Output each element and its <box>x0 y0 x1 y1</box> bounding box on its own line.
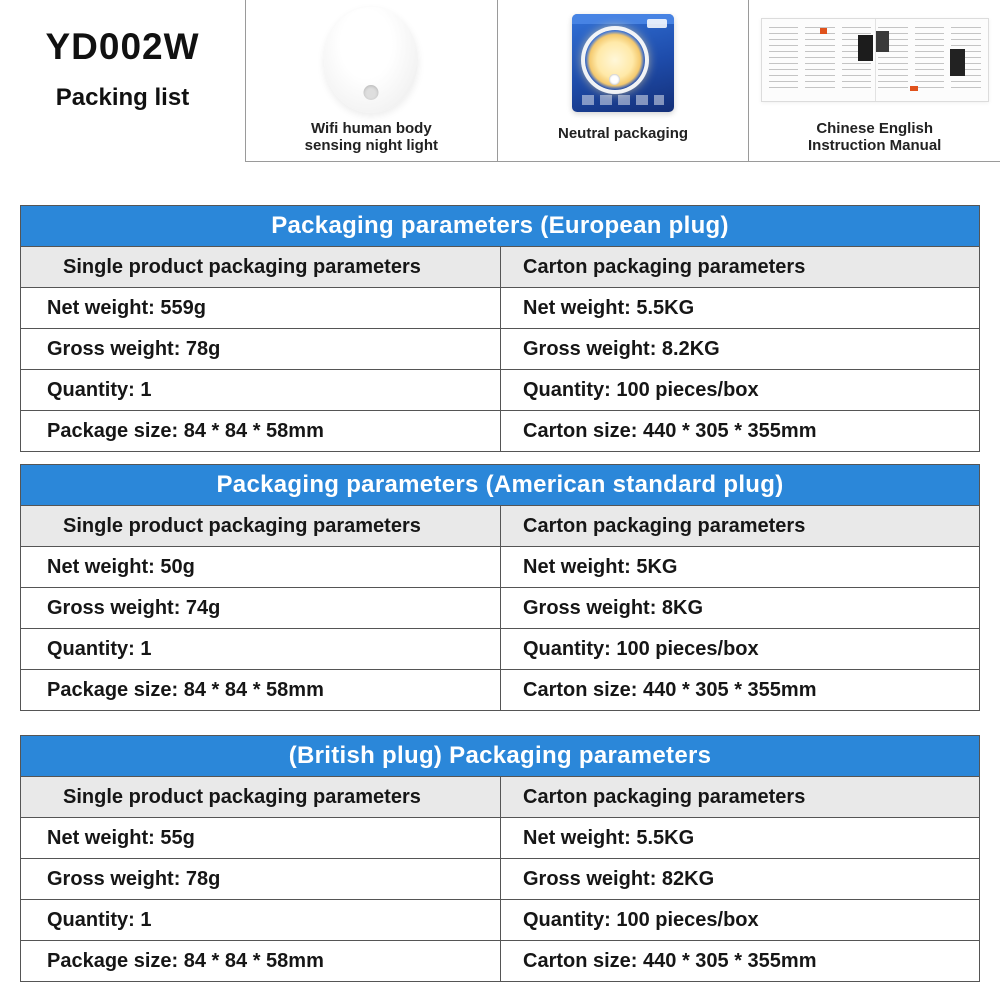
cell-carton-size: Carton size: 440 * 305 * 355mm <box>523 949 817 972</box>
caption-packaging <box>558 125 688 161</box>
cell-quantity-carton: Quantity: 100 pieces/box <box>523 908 759 931</box>
cell-net-weight-single: Net weight: 50g <box>21 547 501 587</box>
page-subtitle: Packing list <box>55 84 190 111</box>
table-american-plug <box>20 464 980 711</box>
manual-screenshot-block <box>876 31 889 52</box>
model-title: YD002W <box>45 26 200 67</box>
table-row <box>21 817 979 858</box>
table-row <box>21 628 979 669</box>
product-cell-manual <box>748 0 1000 162</box>
table-row <box>21 410 979 451</box>
cell-quantity-single: Quantity: 1 <box>21 370 501 410</box>
instruction-manual-image <box>761 18 989 102</box>
column-header-single-product: Single product packaging parameters <box>21 247 501 287</box>
cell-gross-weight-carton: Gross weight: 82KG <box>523 867 715 890</box>
caption-line: Chinese English <box>816 119 934 137</box>
manual-screenshot-block <box>858 35 873 61</box>
box-sensor-dot <box>609 74 620 85</box>
cell-gross-weight-single: Gross weight: 74g <box>21 588 501 628</box>
manual-accent-dot <box>910 86 918 91</box>
night-light-image <box>324 7 418 113</box>
table-row <box>21 287 979 328</box>
caption-manual <box>808 120 941 162</box>
cell-quantity-carton: Quantity: 100 pieces/box <box>523 378 759 401</box>
cell-package-size: Package size: 84 * 84 * 58mm <box>21 411 501 451</box>
manual-accent-dot <box>820 28 827 34</box>
manual-screenshot-block <box>950 49 965 76</box>
packaging-box-image-area <box>498 0 749 125</box>
cell-package-size: Package size: 84 * 84 * 58mm <box>21 670 501 710</box>
table-row <box>21 669 979 710</box>
cell-quantity-carton: Quantity: 100 pieces/box <box>523 637 759 660</box>
product-cell-packaging <box>497 0 749 162</box>
manual-text-column <box>769 27 799 93</box>
cell-gross-weight-carton: Gross weight: 8KG <box>523 596 704 619</box>
cell-gross-weight-single: Gross weight: 78g <box>21 329 501 369</box>
caption-line: Instruction Manual <box>808 136 942 154</box>
cell-gross-weight-carton: Gross weight: 8.2KG <box>523 337 720 360</box>
column-header-single-product: Single product packaging parameters <box>21 506 501 546</box>
manual-text-column <box>915 27 945 93</box>
cell-quantity-single: Quantity: 1 <box>21 900 501 940</box>
box-badge <box>647 19 667 28</box>
column-header-carton: Carton packaging parameters <box>523 255 806 278</box>
table-title: Packaging parameters (European plug) <box>21 206 979 246</box>
table-row <box>21 587 979 628</box>
table-row <box>21 328 979 369</box>
cell-net-weight-single: Net weight: 559g <box>21 288 501 328</box>
table-column-header-row <box>21 505 979 546</box>
caption-night-light <box>305 120 438 162</box>
cell-net-weight-carton: Net weight: 5.5KG <box>523 296 695 319</box>
table-column-header-row <box>21 776 979 817</box>
column-header-carton: Carton packaging parameters <box>523 785 806 808</box>
box-text-lines <box>582 95 664 105</box>
table-row <box>21 899 979 940</box>
table-british-plug <box>20 735 980 982</box>
table-title: Packaging parameters (American standard plug) <box>21 465 979 505</box>
cell-carton-size: Carton size: 440 * 305 * 355mm <box>523 678 817 701</box>
column-header-carton: Carton packaging parameters <box>523 514 806 537</box>
table-column-header-row <box>21 246 979 287</box>
table-row <box>21 546 979 587</box>
manual-image-area <box>749 0 1000 120</box>
cell-gross-weight-single: Gross weight: 78g <box>21 859 501 899</box>
table-title: (British plug) Packaging parameters <box>21 736 979 776</box>
cell-package-size: Package size: 84 * 84 * 58mm <box>21 941 501 981</box>
caption-line: sensing night light <box>304 136 438 154</box>
product-cell-night-light <box>245 0 497 162</box>
title-block <box>0 0 245 162</box>
night-light-image-area <box>246 0 497 120</box>
column-header-single-product: Single product packaging parameters <box>21 777 501 817</box>
cell-carton-size: Carton size: 440 * 305 * 355mm <box>523 419 817 442</box>
caption-line: Wifi human body <box>310 119 432 137</box>
cell-quantity-single: Quantity: 1 <box>21 629 501 669</box>
caption-line: Neutral packaging <box>557 125 689 142</box>
table-row <box>21 940 979 981</box>
cell-net-weight-carton: Net weight: 5.5KG <box>523 826 695 849</box>
manual-text-column <box>805 27 835 93</box>
packaging-box-image <box>572 14 674 112</box>
motion-sensor-dot <box>364 85 379 100</box>
header <box>0 0 1000 162</box>
table-european-plug <box>20 205 980 452</box>
table-row <box>21 369 979 410</box>
table-row <box>21 858 979 899</box>
cell-net-weight-carton: Net weight: 5KG <box>523 555 678 578</box>
cell-net-weight-single: Net weight: 55g <box>21 818 501 858</box>
